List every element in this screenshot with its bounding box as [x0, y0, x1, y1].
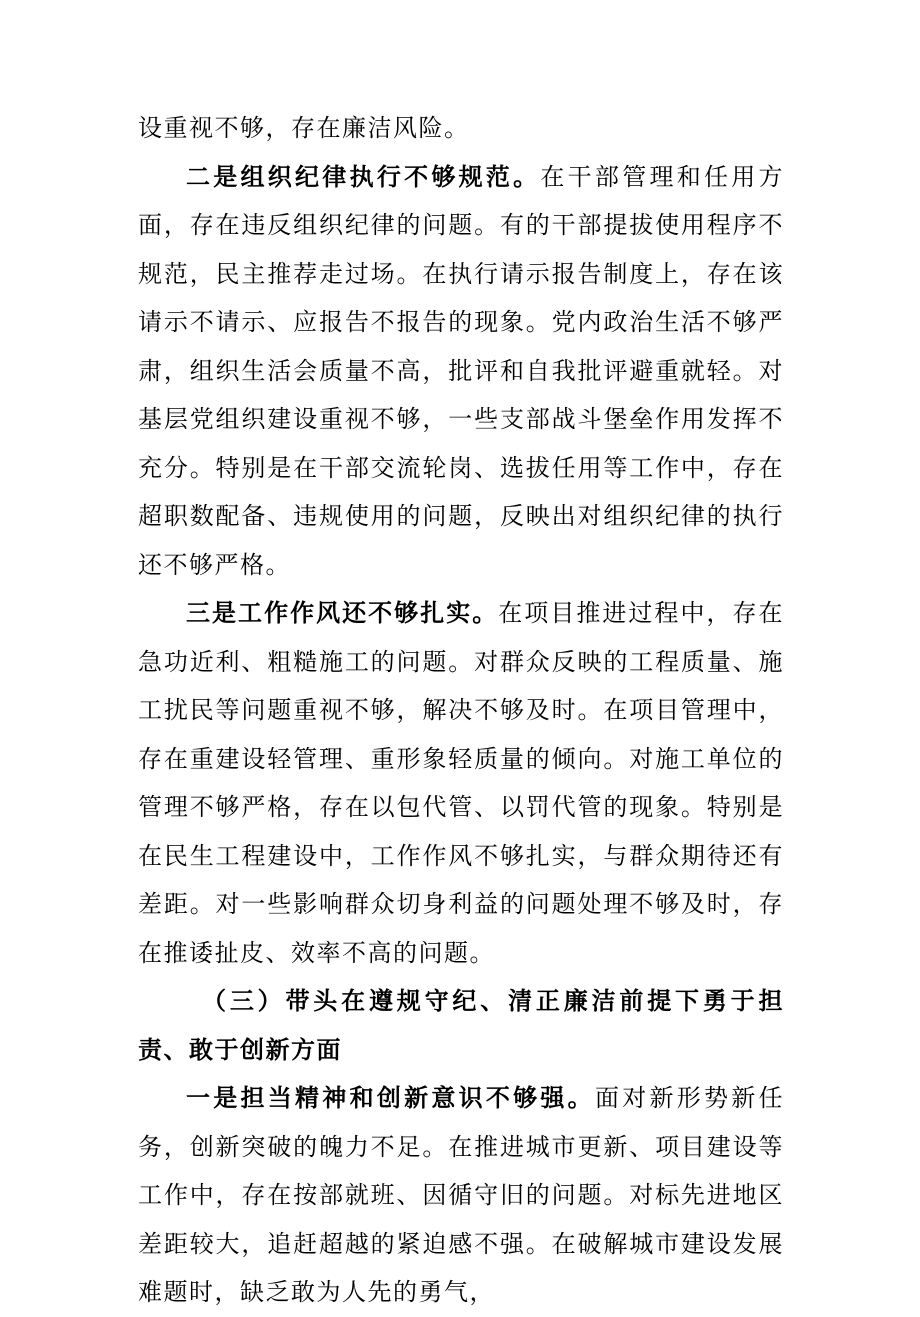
paragraph-lead: 三是工作作风还不够扎实。: [186, 599, 499, 627]
paragraph-text: 在项目推进过程中，存在急功近利、粗糙施工的问题。对群众反映的工程质量、施工扰民等问题重视不够，解决不够及时。在项目管理中，存在重建设轻管理、重形象轻质量的倾向。对施工单位的管理不够严格，存在以包代管、以罚代管的现象。特别是在民生工程建设中，工作作风不够扎实，与群众期待还有差距。对一些影响群众切身利益的问题处理不够及时，存在推诿扯皮、效率不高的问题。: [138, 599, 785, 967]
paragraph-lead: 一是担当精神和创新意识不够强。: [186, 1084, 595, 1112]
paragraph-text: 面对新形势新任务，创新突破的魄力不足。在推进城市更新、项目建设等工作中，存在按部就班、因循守旧的问题。对标先进地区差距较大，追赶超越的紧迫感不强。在破解城市建设发展难题时，缺乏敢为人先的勇气，: [138, 1084, 785, 1306]
paragraph-lead: 二是组织纪律执行不够规范。: [186, 162, 541, 191]
paragraph-responsibility-innovation: [138, 1074, 784, 1317]
paragraph-continuation: [138, 104, 784, 153]
paragraph-organization-discipline: [138, 153, 784, 590]
document-body: [138, 104, 784, 1317]
paragraph-text: 设重视不够，存在廉洁风险。: [138, 114, 470, 142]
paragraph-work-style: [138, 589, 784, 977]
section-heading: （三）带头在遵规守纪、清正廉洁前提下勇于担责、敢于创新方面: [138, 987, 784, 1064]
paragraph-text: 在干部管理和任用方面，存在违反组织纪律的问题。有的干部提拔使用程序不规范，民主推荐走过场。在执行请示报告制度上，存在该请示不请示、应报告不报告的现象。党内政治生活不够严肃，组织生活会质量不高，批评和自我批评避重就轻。对基层党组织建设重视不够，一些支部战斗堡垒作用发挥不充分。特别是在干部交流轮岗、选拔任用等工作中，存在超职数配备、违规使用的问题，反映出对组织纪律的执行还不够严格。: [138, 162, 785, 579]
